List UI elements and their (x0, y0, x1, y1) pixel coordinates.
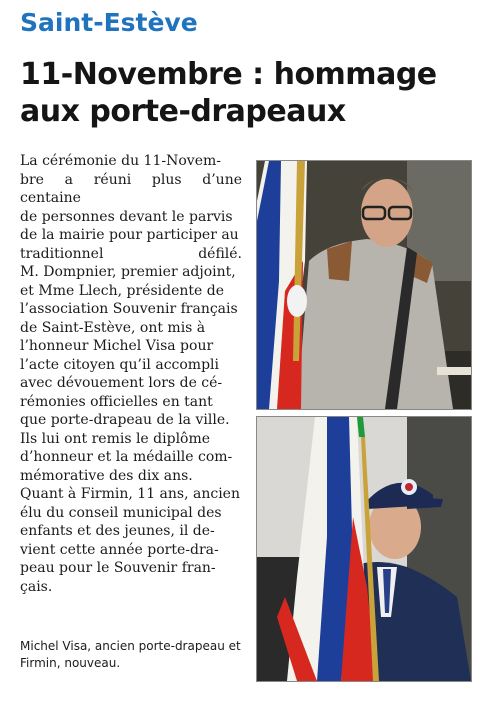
body-line: l’honneur Michel Visa pour (20, 338, 214, 354)
body-line: l’association Souvenir français (20, 301, 238, 317)
photo-caption: Michel Visa, ancien porte-drapeau et Firmin, nouveau. (20, 639, 241, 670)
body-line: enfants et des jeunes, il de- (20, 523, 215, 539)
body-line: et Mme Llech, présidente de (20, 282, 224, 299)
photo-michel-visa (256, 160, 472, 410)
body-line: çais. (20, 578, 53, 595)
photo-firmin (256, 416, 472, 682)
body-line: peau pour le Souvenir fran- (20, 560, 216, 576)
body-line: bre a réuni plus d’une centaine (20, 171, 242, 206)
body-line: de la mairie pour participer au (20, 227, 239, 243)
body-line: vient cette année porte-dra- (20, 541, 219, 558)
body-line: La cérémonie du 11-Novem- (20, 153, 221, 169)
section-kicker: Saint-Estève (20, 8, 198, 37)
body-line: Quant à Firmin, 11 ans, ancien (20, 486, 240, 502)
body-line: l’acte citoyen qu’il accompli (20, 356, 219, 373)
body-line: que porte-drapeau de la ville. (20, 412, 230, 428)
body-line: Ils lui ont remis le diplôme (20, 430, 211, 447)
article-body (20, 152, 242, 596)
body-line: de personnes devant le parvis (20, 208, 233, 225)
photo-michel-visa-illustration (257, 161, 471, 409)
body-line: d’honneur et la médaille com- (20, 449, 233, 465)
body-line: rémonies officielles en tant (20, 393, 213, 410)
body-line: élu du conseil municipal des (20, 504, 222, 521)
photo-firmin-illustration (257, 417, 471, 681)
body-line: de Saint-Estève, ont mis à (20, 319, 206, 336)
body-line: avec dévouement lors de cé- (20, 375, 223, 391)
body-line: M. Dompnier, premier adjoint, (20, 264, 236, 280)
body-line: mémorative des dix ans. (20, 467, 193, 484)
article-headline: 11-Novembre : hommage aux porte-drapeaux (20, 57, 437, 129)
body-line: traditionnel défilé. (20, 245, 242, 262)
